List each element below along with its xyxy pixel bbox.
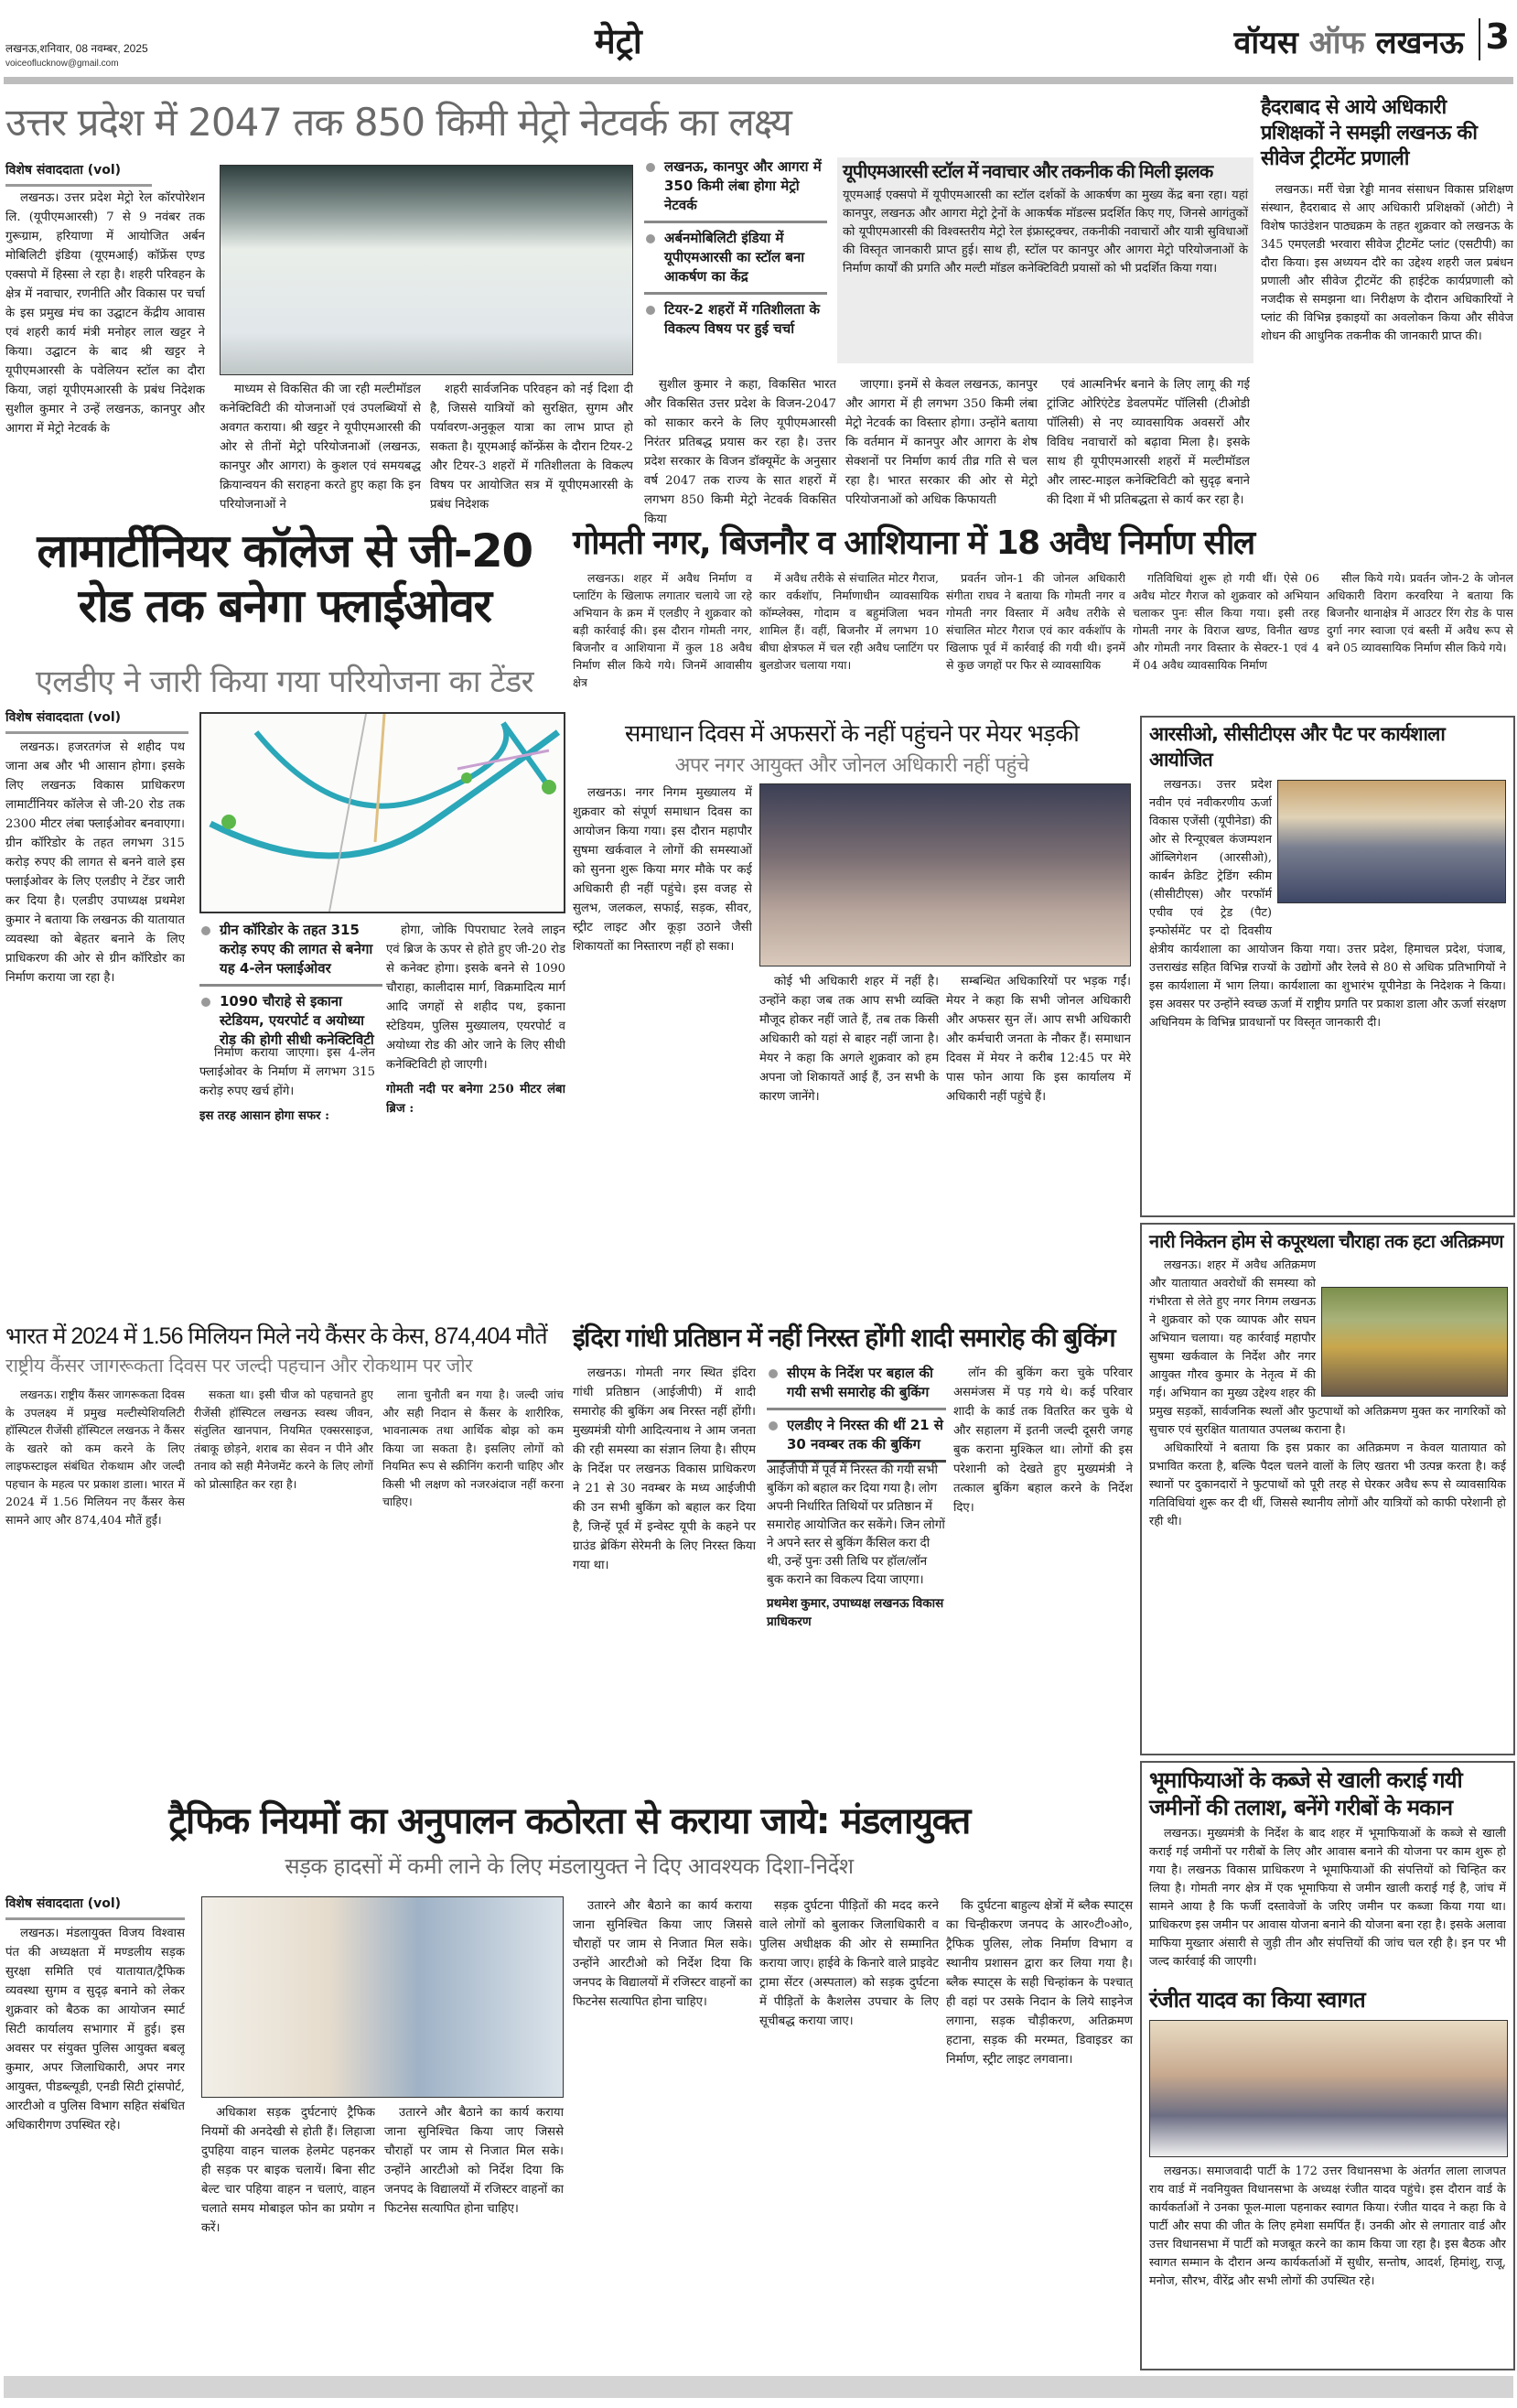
welcome-text: लखनऊ। समाजवादी पार्टी के 172 उत्तर विधानसभा के अंतर्गत लाला लाजपत राय वार्ड में नवनियुक्त विधानसभा के अध्यक्ष रंजीत यादव पहुंचे। इस दौरान वार्ड के कार्यकर्ताओं ने उनका फूल-माला पहनाकर स्वागत किया। रंजीत यादव ने कहा कि वे पार्टी और सपा की जीत के लिए हमेशा समर्पित हैं। उनकी ओर से लगातार वार्ड और उत्तर विधानसभा में पार्टी को मजबूत करने का काम किया जा रहा है। इस बैठक और स्वागत सम्मान के दौरान अन्य कार्यकर्ताओं में सुधीर, सन्तोष, आदर्श, हिमांशु, राजू, मनोज, सौरभ, वीरेंद्र और सभी लोगों की उपस्थित रहे। — [1149, 2165, 1506, 2288]
stall-box-text: यूएमआई एक्सपो में यूपीएमआरसी का स्टॉल दर्शकों के आकर्षण का मुख्य केंद्र बना रहा। यहां कानपुर, लखनऊ और आगरा मेट्रो ट्रेनों के आकर्षक मॉडल्स प्रदर्शित किए गए, जिनसे आगंतुकों को यूपीएमआरसी की विश्वस्तरीय मेट्रो रेल इंफ्रास्ट्रक्चर, तकनीकी नवाचारों और यात्री सुविधाओं की विस्तृत जानकारी प्राप्त हुई। साथ ही, स्टॉल पर कानपुर और आगरा मेट्रो परियोजनाओं के निर्माण कार्यों की प्रगति और मल्टी मॉडल कनेक्टिविटी प्रयासों को भी प्रदर्शित किया गया। — [843, 189, 1248, 275]
sealing-column-4: गतिविधियां शुरू हो गयी थीं। ऐसे 06 अवैध मोटर गैराज को शुक्रवार को अभियान चलाकर पुनः सील किया गया। इसी तरह गोमती नगर के विराज खण्ड, विनीत खण्ड और गोमती नगर विस्तार के सेक्टर-1 एवं 4 में 04 अवैध व्यावसायिक निर्माण — [1133, 571, 1319, 672]
cancer-column-2: सकता था। इसी चीज को पहचानते हुए रीजेंसी हॉस्पिटल लखनऊ स्वस्थ जीवन, संतुलित खानपान, नियमित एक्सरसाइज, तंबाकू छोड़ने, शराब का सेवन न पीने और तनाव को सही मैनेजमेंट करने के लिए लोगों को प्रोत्साहित कर रहा है। — [194, 1388, 373, 1491]
metro-column-3: शहरी सार्वजनिक परिवहन को नई दिशा दी है, जिससे यात्रियों को सुरक्षित, सुगम और पर्यावरण-अनुकूल यात्रा का लाभ प्राप्त हो सकता है। यूएमआई कॉन्फ्रेंस के दौरान टियर-2 और टियर-3 शहरों में गतिशीलता के विकल्प विषय पर आयोजित सत्र में यूपीएमआरसी के प्रबंध निदेशक — [430, 383, 633, 512]
landmafia-headline: भूमाफियाओं के कब्जे से खाली कराई गयी जमीनों की तलाश, बनेंगे गरीबों के मकान — [1149, 1767, 1462, 1820]
traffic-meeting-photo — [201, 1896, 564, 2098]
mayor-meeting-photo — [759, 783, 1131, 966]
traffic-subheadline: सड़क हादसों में कमी लाने के लिए मंडलायुक्त ने दिए आवश्यक दिशा-निर्देश — [285, 1853, 854, 1879]
flyover-subhead-2: इस तरह आसान होगा सफर : — [199, 1109, 329, 1123]
brand-divider — [1479, 18, 1480, 60]
flyover-column-3: होगा, जोकि पिपराघाट रेलवे लाइन एवं ब्रिज के ऊपर से होते हुए जी-20 रोड से कनेक्ट होगा। इसके बनने से 1090 चौराहा, कालीदास मार्ग, विक्रमादित्य मार्ग आदि जगहों से शहीद पथ, इकाना स्टेडियम, पुलिस मुख्यालय, एयरपोर्ट व अयोध्या रोड की ओर जाने के लिए सीधी कनेक्टिविटी हो जाएगी। गोमती नदी पर बनेगा 250 मीटर लंबा ब्रिज : — [386, 921, 565, 1314]
sealing-column-5: सील किये गये। प्रवर्तन जोन-2 के जोनल अधिकारी विराग करवरिया ने बताया कि बिजनौर थानाक्षेत्र में आउटर रिंग रोड के पास दुर्गा नगर स्वाजा एवं बस्ती में अवैध रूप से बने 05 व्यावसायिक निर्माण सील किये गये। — [1327, 571, 1513, 654]
cancer-column-3: लाना चुनौती बन गया है। जल्दी जांच और सही निदान से कैंसर के शारीरिक, भावनात्मक तथा आर्थिक बोझ को कम किया जा सकता है। इसलिए लोगों को नियमित रूप से स्क्रीनिंग करानी चाहिए और किसी भी लक्षण को नजरअंदाज नहीं करना चाहिए। — [382, 1388, 564, 1508]
igp-bullets — [767, 1364, 946, 1468]
igp-headline: इंदिरा गांधी प्रतिष्ठान में नहीं निरस्त होंगी शादी समारोह की बुकिंग — [573, 1323, 1114, 1353]
traffic-column-1: लखनऊ। मंडलायुक्त विजय विश्वास पंत की अध्यक्षता में मण्डलीय सड़क सुरक्षा समिति एवं यातायात/ट्रैफिक व्यवस्था सुगम व सुदृढ़ बनाने को लेकर शुक्रवार को बैठक का आयोजन स्मार्ट सिटी कार्यालय सभागार में हुई। इस अवसर पर संयुक्त पुलिस आयुक्त बबलू कुमार, अपर जिलाधिकारी, अपर नगर आयुक्त, पीडब्ल्यूडी, एनडी सिटी ट्रांसपोर्ट, आरटीओ व पुलिस विभाग सहित संबंधित अधिकारीगण उपस्थित रहे। — [5, 1927, 185, 2133]
metro-headline: उत्तर प्रदेश में 2047 तक 850 किमी मेट्रो नेटवर्क का लक्ष्य — [5, 100, 791, 145]
flyover-bullet: ग्रीन कॉरिडोर के तहत 315 करोड़ रुपए की लागत से बनेगा यह 4-लेन फ्लाईओवर — [199, 921, 382, 987]
landmafia-text: लखनऊ। मुख्यमंत्री के निर्देश के बाद शहर में भूमाफियाओं के कब्जे से खाली कराई गई जमीनों पर गरीबों के लिए और आवास बनाने की योजना पर काम शुरू हो गया है। लखनऊ विकास प्राधिकरण ने भूमाफियाओं की संपत्तियों को चिन्हित कर लिया है। गोमती नगर क्षेत्र में एक भूमाफिया से जमीन खाली कराई गई है, जांच में सामने आया है कि फर्जी दस्तावेजों के जरिए जमीन पर कब्जा किया गया था। प्राधिकरण इस जमीन पर आवास योजना बनाने की योजना बना रहा है। इसके अलावा माफिया मुख्तार अंसारी से जुड़ी तीन और संपत्तियों की जांच चल रही है। इन पर भी जल्द कार्रवाई की जाएगी। — [1149, 1827, 1506, 1969]
mayor-column-3: सम्बन्धित अधिकारियों पर भड़क गईं। मेयर ने कहा कि सभी जोनल अधिकारी और अफसर सुन लें। आप सभी अधिकारी और कर्मचारी जनता के नौकर हैं। समाधान दिवस में मेयर ने करीब 12:45 पर मेरे पास फोन आया कि इस कार्यालय में अधिकारी नहीं पहुंचे हैं। — [946, 975, 1131, 1104]
traffic-column-5: कि दुर्घटना बाहुल्य क्षेत्रों में ब्लैक स्पाट्स का चिन्हीकरण जनपद के आर०टी०ओ०, ट्रैफिक पुलिस, लोक निर्माण विभाग व स्थानीय प्रशासन द्वारा कर लिया गया है। ब्लैक स्पाट्स के सही चिन्हांकन के पश्चात् ही वहां पर उसके निदान के लिये साइनेज लगाना, सड़क चौड़ीकरण, अतिक्रमण हटाना, सड़क की मरम्मत, डिवाइडर का निर्माण, स्ट्रीट लाइट लगवाना। — [946, 1899, 1133, 2067]
sewage-text: लखनऊ। मर्री चेन्ना रेड्डी मानव संसाधन विकास प्रशिक्षण संस्थान, हैदराबाद से आए अधिकारी प्रशिक्षकों (ओटी) ने विशेष फाउंडेशन पाठ्यक्रम के तहत शुक्रवार को लखनऊ के 345 एमएलडी भरवारा सीवेज ट्रीटमेंट प्लांट (एसटीपी) का दौरा किया। इस अध्ययन दौरे का उद्देश्य शहरी जल प्रबंधन प्रणाली और सीवेज ट्रीटमेंट की हाईटेक कार्यप्रणाली को नजदीक से समझना था। निरीक्षण के दौरान अधिकारियों ने प्लांट की विभिन्न इकाइयों का अवलोकन किया और सीवेज शोधन की आधुनिक तकनीक की जानकारी प्राप्त की। — [1261, 183, 1513, 343]
welcome-photo — [1149, 2020, 1508, 2157]
stall-box-headline: यूपीएमआरसी स्टॉल में नवाचार और तकनीक की मिली झलक — [843, 162, 1213, 182]
cancer-headline: भारत में 2024 में 1.56 मिलियन मिले नये कैंसर के केस, 874,404 मौतें — [5, 1323, 547, 1349]
metro-bullets — [644, 157, 827, 350]
mayor-column-1: लखनऊ। नगर निगम मुख्यालय में शुक्रवार को संपूर्ण समाधान दिवस का आयोजन किया गया। इस दौरान महापौर सुषमा खर्कवाल ने लोगों की समस्याओं को सुनना शुरू किया मगर मौके पर कई अधिकारी ही नहीं पहुंचे। इस वजह से सुलभ, जलकल, सफाई, सड़क, सीवर, स्ट्रीट लाइट और कूड़ा उठाने जैसी शिकायतों का निस्तारण नहीं हो सका। — [573, 786, 752, 954]
metro-column-4: सुशील कुमार ने कहा, विकसित भारत और विकसित उत्तर प्रदेश के विजन-2047 को साकार करने के लिए यूपीएमआरसी निरंतर प्रतिबद्ध प्रयास कर रहा है। उत्तर प्रदेश सरकार के विजन डॉक्यूमेंट के अनुसार वर्ष 2047 तक राज्य के सात शहरों में लगभग 850 किमी मेट्रो नेटवर्क विकसित किया — [644, 378, 836, 526]
metro-byline: विशेष संवाददाता (vol) — [5, 161, 152, 187]
stall-box — [837, 157, 1253, 363]
contact-email: voiceoflucknow@gmail.com — [5, 59, 119, 69]
masthead-rule — [4, 77, 1513, 84]
flyover-route-map — [199, 712, 565, 913]
flyover-column-2: निर्माण कराया जाएगा। इस 4-लेन फ्लाईओवर के निर्माण में लगभग 315 करोड़ रुपए खर्च होंगे। इस तरह आसान होगा सफर : — [199, 1043, 375, 1314]
sealing-column-2: में अवैध तरीके से संचालित मोटर गैराज, कार वर्कशॉप, निर्माणाधीन व्यावसायिक कॉम्प्लेक्स, गोदाम व बहुमंजिला भवन शामिल हैं। वहीं, बिजनौर में लगभग 10 बीघा क्षेत्रफल में चल रही अवैध प्लाटिंग पर बुलडोजर चलाया गया। — [759, 571, 939, 672]
igp-column-1: लखनऊ। गोमती नगर स्थित इंदिरा गांधी प्रतिष्ठान (आईजीपी) में शादी समारोह की बुकिंग अब निरस्त नहीं होंगी। मुख्यमंत्री योगी आदित्यनाथ ने आम जनता की रही समस्या का संज्ञान लिया है। सीएम के निर्देश पर लखनऊ विकास प्राधिकरण ने 21 से 30 नवम्बर के मध्य आईजीपी की उन सभी बुकिंग को बहाल कर दिया है, जिन्हें पूर्व में इन्वेस्ट यूपी के कहने पर ग्राउंड ब्रेकिंग सेरेमनी के लिए निरस्त किया गया था। — [573, 1366, 756, 1572]
workshop-box — [1140, 716, 1515, 1217]
metro-bullet: अर्बनमोबिलिटी इंडिया में यूपीएमआरसी का स्टॉल बना आकर्षण का केंद्र — [644, 229, 827, 295]
brand-word-2: ऑफ — [1308, 25, 1365, 61]
flyover-column-1: लखनऊ। हजरतगंज से शहीद पथ जाना अब और भी आसान होगा। इसके लिए लखनऊ विकास प्राधिकरण लामार्टीनियर कॉलेज से जी-20 रोड तक 2300 मीटर लंबा फ्लाईओवर बनवाएगा। ग्रीन कॉरिडोर के तहत लगभग 315 करोड़ रुपए की लागत से बनने वाले इस फ्लाईओवर के लिए एलडीए ने टेंडर जारी कर दिया है। एलडीए उपाध्यक्ष प्रथमेश कुमार ने बताया कि लखनऊ की यातायात व्यवस्था को बेहतर बनाने के लिए प्राधिकरण की ओर से ग्रीन कॉरिडोर का निर्माण कराया जा रहा है। — [5, 740, 185, 985]
workshop-photo — [1277, 780, 1506, 903]
encroachment-box — [1140, 1223, 1515, 1755]
traffic-column-4: सड़क दुर्घटना पीड़ितों की मदद करने वाले लोगों को बुलाकर जिलाधिकारी व पुलिस अधीक्षक की ओर से सम्मानित कराया जाए। हाईवे के किनारे वाले प्राइवेट ट्रामा सेंटर (अस्पताल) को सड़क दुर्घटना में पीड़ितों के कैशलेस उपचार के लिए सूचीबद्ध कराया जाए। — [759, 1899, 939, 2028]
mayor-subheadline: अपर नगर आयुक्त और जोनल अधिकारी नहीं पहुंचे — [674, 754, 1029, 777]
sealing-column-1: लखनऊ। शहर में अवैध निर्माण व प्लाटिंग के खिलाफ लगातार चलाये जा रहे अभियान के क्रम में एलडीए ने शुक्रवार को बड़ी कार्रवाई की। इस दौरान गोमती नगर, बिजनौर व आशियाना में कुल 18 अवैध निर्माण सील किये गये। जिनमें आवासीय क्षेत्र — [573, 571, 752, 689]
mayor-headline: समाधान दिवस में अफसरों के नहीं पहुंचने पर मेयर भड़की — [624, 719, 1080, 747]
metro-column-1: लखनऊ। उत्तर प्रदेश मेट्रो रेल कॉरपोरेशन लि. (यूपीएमआरसी) 7 से 9 नवंबर तक गुरूग्राम, हरियाणा में आयोजित अर्बन मोबिलिटी इंडिया (यूएमआई) कॉफ्रेंस एण्ड एक्सपो में हिस्सा ले रहा है। शहरी परिवहन के क्षेत्र में नवाचार, रणनीति और विकास पर चर्चा के इस प्रमुख मंच का उद्घाटन केंद्रीय आवास एवं शहरी कार्य मंत्री मनोहर लाल खट्टर ने किया। उद्घाटन के बाद श्री खट्टर ने यूपीएमआरसी के पवेलियन स्टॉल का दौरा किया, जहां यूपीएमआरसी के प्रबंध निदेशक सुशील कुमार ने उन्हें लखनऊ, कानपुर और आगरा में मेट्रो नेटवर्क के — [5, 191, 205, 436]
sealing-headline: गोमती नगर, बिजनौर व आशियाना में 18 अवैध निर्माण सील — [573, 524, 1254, 562]
workshop-headline: आरसीओ, सीसीटीएस और पैट पर कार्यशाला आयोजित — [1149, 723, 1446, 771]
igp-column-2: आईजीपी में पूर्व में निरस्त की गयी सभी बुकिंग को बहाल कर दिया गया है। लोग अपनी निर्धारित तिथियों पर प्रतिष्ठान में समारोह आयोजित कर सकेंगे। जिन लोगों ने अपने स्तर से बुकिंग कैंसिल करा दी थी, उन्हें पुनः उसी तिथि पर हॉल/लॉन बुक कराने का विकल्प दिया जाएगा। प्रथमेश कुमार, उपाध्यक्ष लखनऊ विकास प्राधिकरण — [767, 1461, 946, 1631]
encroachment-headline: नारी निकेतन होम से कपूरथला चौराहा तक हटा अतिक्रमण — [1149, 1230, 1503, 1252]
newspaper-brand — [1233, 20, 1464, 62]
flyover-bullets — [199, 921, 382, 1061]
metro-column-2: माध्यम से विकसित की जा रही मल्टीमॉडल कनेक्टिविटी की योजनाओं एवं उपलब्धियों से अवगत कराया। श्री खट्टर ने यूपीएमआरसी की ओर से तीनों मेट्रो परियोजनाओं (लखनऊ, कानपुर और आगरा) के कुशल एवं समयबद्ध क्रियान्वयन की सराहना करते हुए कहा कि इन परियोजनाओं ने — [220, 383, 421, 512]
igp-bullet: एलडीए ने निरस्त की थीं 21 से 30 नवम्बर तक की बुकिंग — [767, 1416, 946, 1463]
footer-rule — [4, 2376, 1513, 2398]
metro-column-5: जाएगा। इनमें से केवल लखनऊ, कानपुर और आगरा में ही लगभग 350 किमी लंबा मेट्रो नेटवर्क का विस्तार होगा। उन्होंने बताया कि वर्तमान में कानपुर और आगरा के शेष सेक्शनों पर निर्माण कार्य तीव्र गति से चल रहा है। भारत सरकार की ओर से मेट्रो परियोजनाओं को अधिक किफायती — [845, 378, 1038, 507]
sealing-column-3: प्रवर्तन जोन-1 की जोनल अधिकारी संगीता राघव ने बताया कि गोमती नगर व गोमती नगर विस्तार में अवैध तरीके से संचालित मोटर गैराज एवं कार वर्कशॉप के खिलाफ पूर्व में कार्रवाई की गयी थी। इनमें से कुछ जगहों पर फिर से व्यावसायिक — [946, 571, 1125, 672]
route-map-svg — [201, 714, 564, 912]
encroachment-text: लखनऊ। शहर में अवैध अतिक्रमण और यातायात अवरोधों की समस्या को गंभीरता से लेते हुए नगर निगम लखनऊ ने शुक्रवार को एक व्यापक और सघन अभियान चलाया। यह कार्रवाई महापौर सुषमा खर्कवाल के निर्देश और नगर आयुक्त गौरव कुमार के नेतृत्व में की गई। अभियान का मुख्य उद्देश्य शहर की प्रमुख सड़कों, सार्वजनिक स्थलों और फुटपाथों को अतिक्रमण मुक्त कर नागरिकों को सुचारु एवं सुरक्षित यातायात उपलब्ध कराना है। अधिकारियों ने बताया कि इस प्रकार का अतिक्रमण न केवल यातायात को प्रभावित करता है, बल्कि पैदल चलने वालों के लिए खतरा भी उत्पन्न करता है। कई स्थानों पर दुकानदारों ने फुटपाथों को पूरी तरह से घेरकर अवैध रूप से व्यावसायिक गतिविधियां शुरू कर दी थीं, जिससे स्थानीय लोगों और यात्रियों को काफी परेशानी हो रही थी। — [1149, 1258, 1506, 1528]
page-number: 3 — [1485, 16, 1510, 57]
traffic-column-3: उतारने और बैठाने का कार्य कराया जाना सुनिश्चित किया जाए जिससे चौराहों पर जाम से निजात मिल सके। उन्होंने आरटीओ को निर्देश दिया कि जनपद के विद्यालयों में रजिस्टर वाहनों का फिटनेस सत्यापित होना चाहिए। — [573, 1899, 752, 2009]
traffic-headline: ट्रैफिक नियमों का अनुपालन कठोरता से कराया जाये: मंडलायुक्त — [168, 1800, 970, 1842]
metro-bullet: टियर-2 शहरों में गतिशीलता के विकल्प विषय पर हुई चर्चा — [644, 300, 827, 344]
metro-column-6: एवं आत्मनिर्भर बनाने के लिए लागू की गई ट्रांजिट ओरिएंटेड डेवलपमेंट पॉलिसी (टीओडी पॉलिसी) से नए व्यावसायिक अवसरों और विविध नवाचारों को बढ़ावा मिला है। इसके साथ ही यूपीएमआरसी शहरों में मल्टीमॉडल और लास्ट-माइल कनेक्टिविटी को सुदृढ़ बनाने की दिशा में भी प्रतिबद्धता से कार्य कर रहा है। — [1047, 378, 1250, 507]
igp-column-3: लॉन की बुकिंग करा चुके परिवार असमंजस में पड़ गये थे। कई परिवार शादी के कार्ड तक वितरित कर चुके थे और सहालग में इतनी जल्दी दूसरी जगह बुक कराना मुश्किल था। लोगों की इस परेशानी को देखते हुए मुख्यमंत्री ने तत्काल बुकिंग बहाल करने के निर्देश दिए। — [953, 1366, 1133, 1515]
flyover-subhead-1: गोमती नदी पर बनेगा 250 मीटर लंबा ब्रिज : — [386, 1083, 565, 1116]
welcome-headline: रंजीत यादव का किया स्वागत — [1149, 1987, 1365, 2013]
cancer-column-1: लखनऊ। राष्ट्रीय कैंसर जागरूकता दिवस के उपलक्ष्य में प्रमुख मल्टीस्पेशियलिटी हॉस्पिटल रीजेंसी हॉस्पिटल लखनऊ ने कैंसर के खतरे को कम करने के लिए लाइफस्टाइल संबंधित रोकथाम और जल्दी पहचान के महत्व पर प्रकाश डाला। भारत में 2024 में 1.56 मिलियन नए कैंसर केस सामने आए और 874,404 मौतें हुईं। — [5, 1388, 185, 1527]
flyover-headline: लामार्टीनियर कॉलेज से जी-20 रोड तक बनेगा फ्लाईओवर — [37, 524, 533, 632]
igp-bullet: सीएम के निर्देश पर बहाल की गयी सभी समारोह की बुकिंग — [767, 1364, 946, 1410]
section-title: मेट्रो — [595, 21, 642, 61]
encroachment-photo — [1321, 1287, 1508, 1397]
mayor-column-2: कोई भी अधिकारी शहर में नहीं है। उन्होंने कहा जब तक आप सभी व्यक्ति मौजूद होकर नहीं जाते हैं, तब तक किसी अधिकारी को यहां से बाहर नहीं जाना है। मेयर ने कहा कि अगले शुक्रवार को हम अपना जो शिकायतें आई हैं, उन सभी के कारण जानेंगे। — [759, 975, 939, 1104]
issue-date: लखनऊ,शनिवार, 08 नवम्बर, 2025 — [5, 42, 148, 55]
flyover-bullet: 1090 चौराहे से इकाना स्टेडियम, एयरपोर्ट व अयोध्या रोड की होगी सीधी कनेक्टिविटी — [199, 992, 382, 1055]
sewage-headline: हैदराबाद से आये अधिकारी प्रशिक्षकों ने समझी लखनऊ की सीवेज ट्रीटमेंट प्रणाली — [1261, 96, 1478, 170]
igp-signature: प्रथमेश कुमार, उपाध्यक्ष लखनऊ विकास प्राधिकरण — [767, 1596, 944, 1628]
brand-word-1: वॉयस — [1233, 25, 1298, 61]
brand-word-3: लखनऊ — [1375, 25, 1464, 61]
traffic-column-2: अधिकाश सड़क दुर्घटनाएं ट्रैफिक नियमों की अनदेखी से होती हैं। लिहाजा दुपहिया वाहन चालक हेलमेट पहनकर ही सड़क पर बाइक चलायें। बिना सीट बेल्ट चार पहिया वाहन न चलाएं, वाहन चलाते समय मोबाइल फोन का प्रयोग न करें। — [201, 2106, 375, 2235]
traffic-column-2b: उतारने और बैठाने का कार्य कराया जाना सुनिश्चित किया जाए जिससे चौराहों पर जाम से निजात मिल सके। उन्होंने आरटीओ को निर्देश दिया कि जनपद के विद्यालयों में रजिस्टर वाहनों का फिटनेस सत्यापित होना चाहिए। — [384, 2106, 564, 2216]
flyover-byline: विशेष संवाददाता (vol) — [5, 708, 188, 734]
metro-award-photo — [220, 165, 633, 375]
workshop-text: लखनऊ। उत्तर प्रदेश नवीन एवं नवीकरणीय ऊर्जा विकास एजेंसी (यूपीनेडा) की ओर से रिन्यूएबल कंजम्पशन ऑब्लिगेशन (आरसीओ), कार्बन क्रेडिट ट्रेडिंग स्कीम (सीसीटीएस) और परफॉर्म एचीव एवं ट्रेड (पैट) इन्फोर्समेंट पर दो दिवसीय क्षेत्रीय कार्यशाला का आयोजन किया गया। उत्तर प्रदेश, हिमाचल प्रदेश, पंजाब, उत्तराखंड सहित विभिन्न राज्यों के उद्योगों और रेलवे से 80 से अधिक प्रतिभागियों ने इस कार्यशाला में भाग लिया। कार्यशाला का शुभारंभ यूपीनेडा के निदेशक ने किया। इस अवसर पर उन्होंने स्वच्छ ऊर्जा में राष्ट्रीय प्रगति पर प्रकाश डाला और ऊर्जा संरक्षण अधिनियम के विभिन्न प्रावधानों पर विस्तृत जानकारी दी। — [1149, 778, 1506, 1030]
cancer-subheadline: राष्ट्रीय कैंसर जागरूकता दिवस पर जल्दी पहचान और रोकथाम पर जोर — [5, 1355, 473, 1377]
landmafia-welcome-box — [1140, 1761, 1515, 2370]
flyover-subheadline: एलडीए ने जारी किया गया परियोजना का टेंडर — [35, 664, 534, 700]
traffic-byline: विशेष संवाददाता (vol) — [5, 1895, 185, 1920]
metro-bullet: लखनऊ, कानपुर और आगरा में 350 किमी लंबा होगा मेट्रो नेटवर्क — [644, 157, 827, 223]
